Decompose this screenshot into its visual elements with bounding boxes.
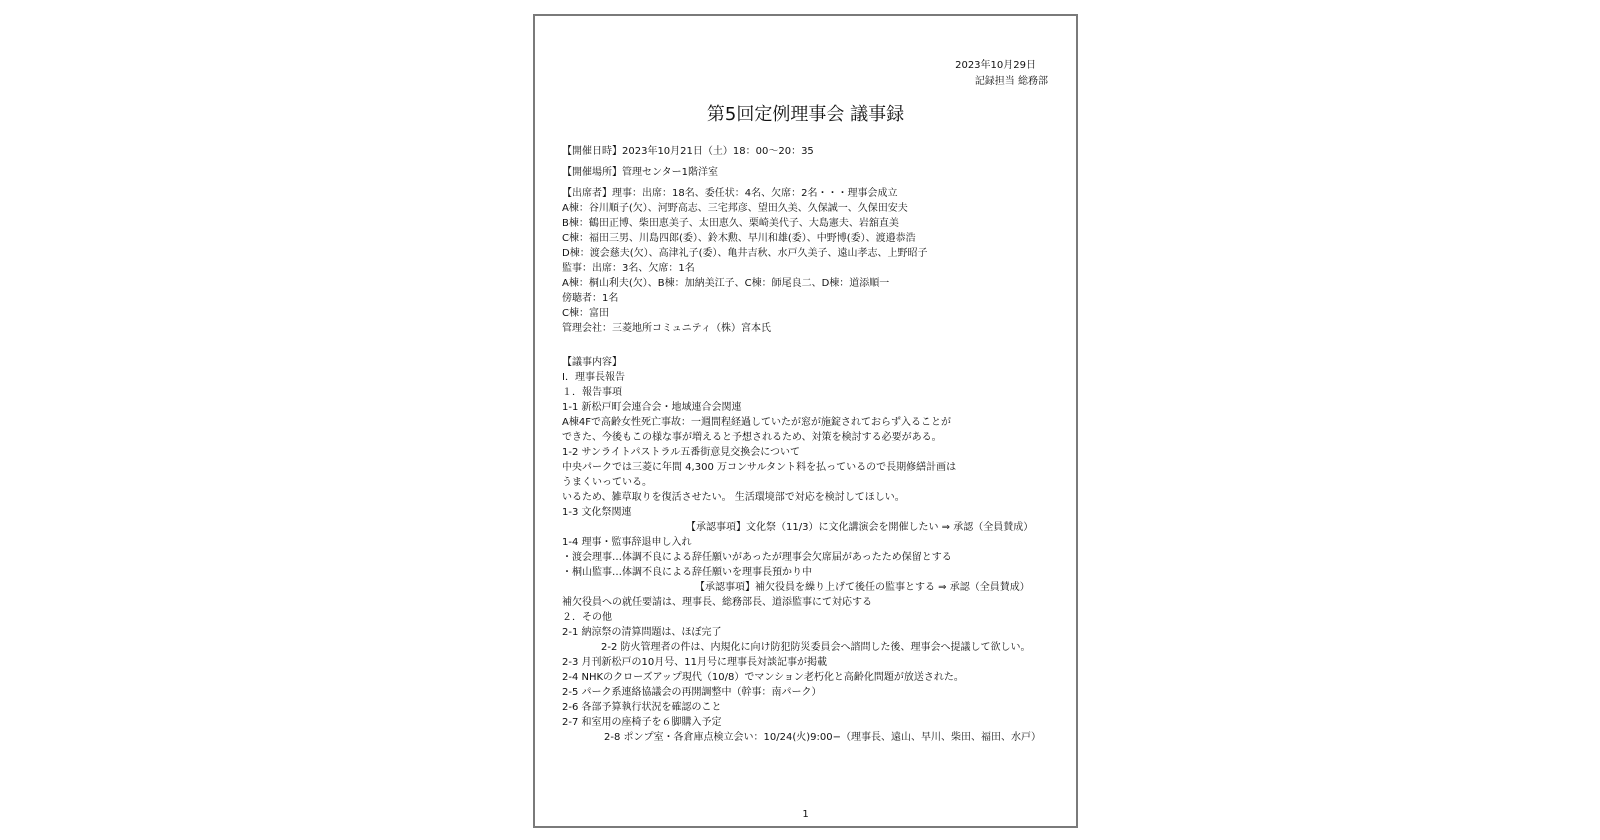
document-title: 第5回定例理事会 議事録 — [706, 104, 905, 125]
attendance-line: 監事：出席：3名、欠席：1名 — [562, 263, 695, 274]
approval-item: 【承認事項】文化祭（11/3）に文化講演会を開催したい ⇒ 承認（全員賛成） — [686, 522, 1034, 533]
document-body — [562, 144, 1057, 745]
agenda-line: できた、今後もこの様な事が増えると予想されるため、対策を検討する必要がある。 — [562, 432, 942, 443]
attendance-line: 管理会社：三菱地所コミュニティ（株）宮本氏 — [562, 323, 771, 334]
agenda-line: 2-2 防火管理者の件は、内規化に向け防犯防災委員会へ諮問した後、理事会へ提議して欲しい。 — [601, 642, 1031, 653]
agenda-line: 2-8 ポンプ室・各倉庫点検立会い：10/24(火)9:00−（理事長、遠山、早川、柴田、福田、水戸） — [604, 732, 1041, 743]
recorder-label: 記録担当 総務部 — [974, 76, 1048, 87]
approval-item: 【承認事項】補欠役員を繰り上げて後任の監事とする ⇒ 承認（全員賛成） — [695, 582, 1030, 593]
agenda-line: 2-4 NHKのクローズアップ現代（10/8）でマンション老朽化と高齢化問題が放送された。 — [562, 672, 964, 683]
attendance-line: C棟：富田 — [562, 308, 609, 319]
agenda-line: 1-4 理事・監事辞退申し入れ — [562, 537, 692, 548]
agenda-line: ・渡会理事…体調不良による辞任願いがあったが理事会欠席届があったため保留とする — [562, 552, 952, 563]
agenda-line: 補欠役員への就任要請は、理事長、総務部長、道添監事にて対応する — [562, 597, 872, 608]
agenda-line: 1-1 新松戸町会連合会・地域連合会関連 — [562, 402, 742, 413]
agenda-line: １．報告事項 — [562, 387, 622, 398]
agenda-line: 2-3 月刊新松戸の10月号、11月号に理事長対談記事が掲載 — [562, 657, 827, 668]
attendance-line: 傍聴者：1名 — [562, 293, 619, 304]
document-date: 2023年10月29日 — [955, 60, 1036, 71]
attendance-line: 【出席者】理事：出席：18名、委任状：4名、欠席：2名・・・理事会成立 — [562, 188, 898, 199]
agenda-line: いるため、雑草取りを復活させたい。 生活環境部で対応を検討してほしい。 — [562, 492, 905, 503]
page-number: 1 — [802, 809, 809, 820]
agenda-line: A棟4Fで高齢女性死亡事故：一週間程経過していたが窓が施錠されておらず入ることが — [562, 417, 951, 428]
agenda-line: 2-7 和室用の座椅子を６脚購入予定 — [562, 717, 722, 728]
agenda-section — [562, 355, 1057, 745]
document-header — [955, 58, 1048, 90]
meeting-datetime: 【開催日時】2023年10月21日（土）18：00〜20：35 — [562, 146, 814, 157]
agenda-line: 2-5 パーク系連絡協議会の再開調整中（幹事：南パーク） — [562, 687, 822, 698]
attendance-section — [562, 186, 1057, 336]
attendance-line: A棟：谷川順子(欠）、河野高志、三宅邦彦、望田久美、久保誠一、久保田安夫 — [562, 203, 908, 214]
attendance-line: C棟：福田三男、川島四郎(委）、鈴木勲、早川和雄(委）、中野博(委）、渡邉恭浩 — [562, 233, 916, 244]
agenda-line: 中央パークでは三菱に年間 4,300 万コンサルタント料を払っているので長期修繕計画は — [562, 462, 957, 473]
meeting-place: 【開催場所】管理センター1階洋室 — [562, 167, 718, 178]
agenda-line: 2-1 納涼祭の清算問題は、ほぼ完了 — [562, 627, 722, 638]
agenda-heading: 【議事内容】 — [562, 357, 622, 368]
agenda-line: ・桐山監事…体調不良による辞任願いを理事長預かり中 — [562, 567, 812, 578]
attendance-line: A棟：桐山利夫(欠）、B棟：加納美江子、C棟：師尾良二、D棟：道添順一 — [562, 278, 890, 289]
agenda-line: うまくいっている。 — [562, 477, 652, 488]
document-page — [533, 14, 1078, 828]
agenda-line: 2-6 各部予算執行状況を確認のこと — [562, 702, 722, 713]
agenda-line: 1-3 文化祭関連 — [562, 507, 632, 518]
agenda-line: Ⅰ．理事長報告 — [562, 372, 625, 383]
agenda-line: 1-2 サンライトパストラル五番街意見交換会について — [562, 447, 801, 458]
attendance-line: B棟：鶴田正博、柴田恵美子、太田恵久、栗崎美代子、大島憲夫、岩舘直美 — [562, 218, 899, 229]
attendance-line: D棟：渡会慈夫(欠）、高津礼子(委）、亀井吉秋、水戸久美子、遠山孝志、上野昭子 — [562, 248, 928, 259]
agenda-line: ２．その他 — [562, 612, 612, 623]
